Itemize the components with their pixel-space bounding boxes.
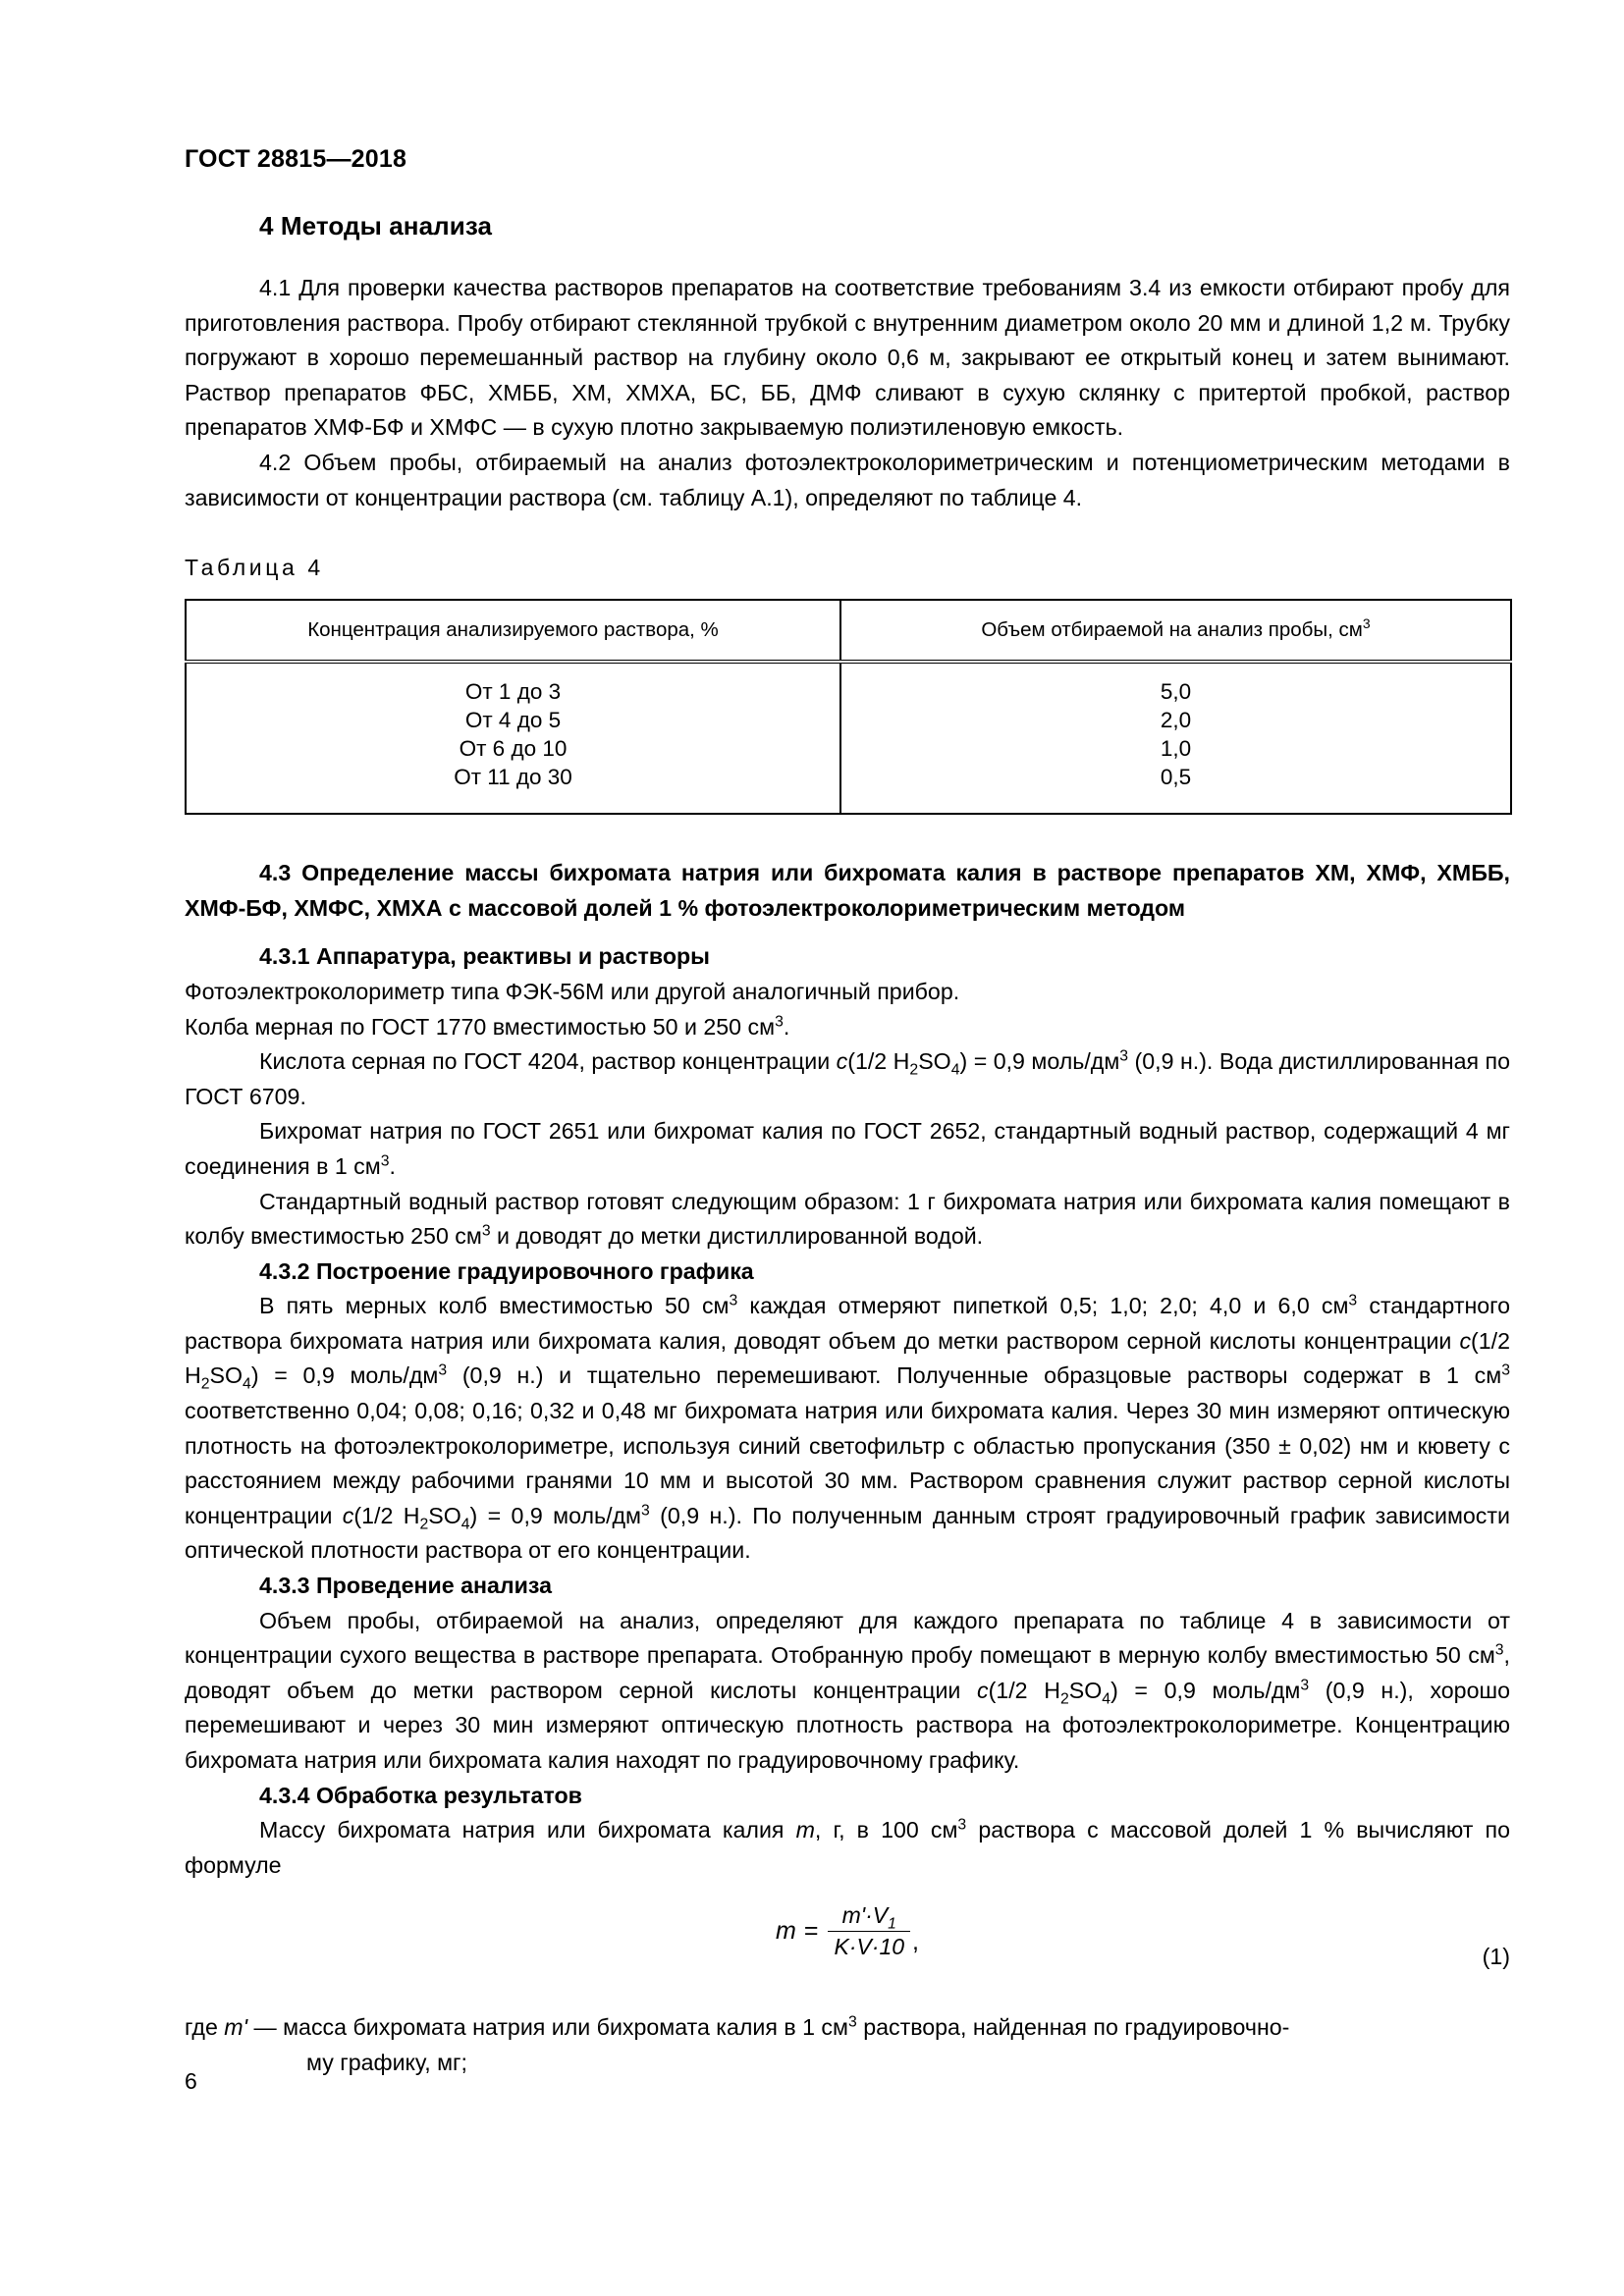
column-header-volume-label: Объем отбираемой на анализ пробы, см [981,618,1363,642]
heading-4-3-1: 4.3.1 Аппаратура, реактивы и растворы [259,943,710,970]
page-title: 4 Методы анализа [259,211,493,240]
flask-text-end: . [783,1013,790,1040]
paragraph-calibration-graph [185,1289,1510,1569]
graph-subscript-2: 4 [243,1376,251,1394]
acid-text-5: (0,9 н.). Вода дистиллированная по ГОСТ 6709. [185,1048,1510,1109]
column-header-concentration [186,600,840,662]
column-header-concentration-label: Концентрация анализируемого раствора, % [307,618,719,642]
concentration-value: От 1 до 3 [464,679,562,705]
volume-unit-superscript: 3 [1362,615,1371,632]
paragraph-standard-solution [185,1185,1510,1255]
graph-subscript-3: 2 [419,1516,429,1533]
standard-text-2: и доводят до метки дистиллированной водой. [490,1223,984,1250]
formula-1 [776,1902,919,1960]
graph-superscript-1: 3 [729,1292,738,1309]
concentration-value: От 11 до 30 [454,765,572,790]
table-caption: Таблица 4 [185,555,324,581]
graph-text-12: (0,9 н.). По полученным данным строят градуировочный график зависимости оптической плотности раствора от его концентрации. [185,1502,1510,1564]
graph-superscript-3: 3 [438,1362,448,1379]
results-text-3: раствора с массовой долей 1 % вычисляют по формуле [185,1817,1510,1878]
formula-lhs: m [776,1917,796,1946]
results-text-2: , г, в 100 см [814,1817,958,1843]
graph-text-1: В пять мерных колб вместимостью 50 см [259,1293,730,1319]
graph-concentration-symbol-1: c [1459,1327,1472,1354]
graph-text-10: SO [428,1502,461,1528]
table-4 [185,599,1512,815]
page-content [185,211,1510,2081]
flask-superscript: 3 [775,1012,784,1030]
formula-numerator-text: m'·V [841,1902,889,1929]
acid-subscript-1: 2 [909,1061,919,1079]
standard-superscript: 3 [481,1222,491,1240]
graph-text-6: ) = 0,9 моль/дм [250,1362,439,1389]
graph-text-7: (0,9 н.) и тщательно перемешивают. Полученные образцовые растворы содержат в 1 см [447,1362,1502,1389]
results-mass-symbol: m [795,1817,815,1843]
where-symbol: m' [224,2014,248,2041]
graph-text-11: ) = 0,9 моль/дм [469,1502,642,1528]
formula-denominator: K·V·10 [828,1931,910,1960]
graph-text-8: соответственно 0,04; 0,08; 0,16; 0,32 и 0,48 мг бихромата натрия или бихромата калия. Через 30 мин измеряют оптическую плотность на фотоэлектроколориметре, используя синий светофильтр с областью пропускания (350 ± 0,02) нм и кювету с расстоянием между рабочими гранями 10 мм и высотой 30 мм. Раствором сравнения служит раствор серной кислоты концентрации [185,1398,1510,1528]
analysis-text-2: , доводят объем до метки раствором серной кислоты концентрации [185,1642,1510,1703]
analysis-text-4: SO [1068,1677,1103,1703]
formula-comma: , [912,1928,919,1956]
flask-text: Колба мерная по ГОСТ 1770 вместимостью 50 и 250 см [185,1013,776,1040]
paragraph-4-1: 4.1 Для проверки качества растворов препаратов на соответствие требованиям 3.4 из емкости отбирают пробу для приготовления раствора. Пробу отбирают стеклянной трубкой с внутренним диаметром около 20 мм и длиной 1,2 м. Трубку погружают в хорошо перемешанный раствор на глубину около 0,6 м, закрывают ее открытый конец и затем вынимают. Раствор препаратов ФБС, ХМББ, ХМ, ХМХА, БС, ББ, ДМФ сливают в сухую склянку с притертой пробкой, раствор препаратов ХМФ-БФ и ХМФС — в сухую плотно закрываемую полиэтиленовую емкость. [185,275,1510,441]
acid-text-1: Кислота серная по ГОСТ 4204, раствор концентрации [259,1048,837,1075]
analysis-text-5: ) = 0,9 моль/дм [1110,1677,1301,1703]
graph-subscript-4: 4 [460,1516,470,1533]
analysis-concentration-symbol: c [977,1677,989,1703]
column-header-volume [840,600,1511,662]
paragraph-dichromate [185,1114,1510,1184]
where-continuation: му графику, мг; [306,2049,467,2075]
volume-value: 1,0 [1160,736,1192,762]
paragraph-4-2: 4.2 Объем пробы, отбираемый на анализ фотоэлектроколориметрическим и потенциометрическим методами в зависимости от концентрации раствора (см. таблицу А.1), определяют по таблице 4. [185,449,1510,510]
table-header-row [186,600,1511,662]
graph-superscript-4: 3 [1501,1362,1510,1379]
results-superscript: 3 [957,1816,967,1834]
paragraph-acid [185,1044,1510,1114]
graph-concentration-symbol-2: c [342,1502,354,1528]
paragraph-analysis [185,1604,1510,1779]
volume-value: 5,0 [1160,679,1192,705]
heading-4-3: 4.3 Определение массы бихромата натрия или бихромата калия в растворе препаратов ХМ, ХМФ, ХМББ, ХМФ-БФ, ХМФС, ХМХА с массовой долей 1 % фотоэлектроколориметрическим методом [185,860,1510,921]
graph-text-5: SO [209,1362,244,1389]
concentration-value: От 4 до 5 [464,708,562,733]
page-number: 6 [185,2068,197,2094]
analysis-superscript-2: 3 [1300,1677,1310,1694]
formula-numerator [837,1902,902,1931]
graph-subscript-1: 2 [200,1376,210,1394]
acid-subscript-2: 4 [950,1061,960,1079]
analysis-text-1: Объем пробы, отбираемой на анализ, определяют для каждого препарата по таблице 4 в зависимости от концентрации сухого вещества в растворе препарата. Отобранную пробу помещают в мерную колбу вместимостью 50 см [185,1607,1510,1669]
analysis-text-3: (1/2 H [988,1677,1060,1703]
where-text-2: раствора, найденная по градуировочно- [856,2014,1290,2041]
acid-superscript: 3 [1119,1047,1129,1065]
paragraph-flask [185,1010,1510,1045]
formula-numerator-subscript: 1 [888,1915,896,1933]
heading-4-3-4: 4.3.4 Обработка результатов [259,1782,582,1808]
dichromate-text-2: . [389,1152,396,1179]
graph-text-2: каждая отмеряют пипеткой 0,5; 1,0; 2,0; 4,0 и 6,0 см [737,1293,1349,1319]
acid-concentration-symbol: c [836,1048,848,1075]
graph-superscript-5: 3 [641,1502,650,1520]
acid-text-2: (1/2 H [847,1048,910,1075]
where-superscript: 3 [847,2013,857,2031]
analysis-subscript-2: 4 [1102,1690,1111,1708]
formula-fraction [828,1902,910,1960]
analysis-text-6: (0,9 н.), хорошо перемешивают и через 30 мин измеряют оптическую плотность раствора на фотоэлектроколориметре. Концентрацию бихромата натрия или бихромата калия находят по градуировочному графику. [185,1677,1510,1773]
volume-value: 2,0 [1160,708,1192,733]
analysis-superscript-1: 3 [1494,1641,1504,1659]
analysis-subscript-1: 2 [1059,1690,1069,1708]
where-clause [185,2010,1510,2080]
formula-block [185,1902,1510,1997]
volume-value: 0,5 [1160,765,1192,790]
cell-concentrations [186,662,840,814]
paragraph-apparatus: Фотоэлектроколориметр типа ФЭК-56М или другой аналогичный прибор. [185,978,960,1004]
acid-text-3: SO [918,1048,951,1075]
concentration-value: От 6 до 10 [459,736,568,762]
paragraph-results [185,1813,1510,1883]
graph-text-4: (1/2 H [185,1327,1510,1389]
dichromate-text-1: Бихромат натрия по ГОСТ 2651 или бихромат калия по ГОСТ 2652, стандартный водный раствор, содержащий 4 мг соединения в 1 см [185,1118,1510,1179]
cell-volumes [840,662,1511,814]
graph-superscript-2: 3 [1348,1292,1358,1309]
graph-text-3: стандартного раствора бихромата натрия или бихромата калия, доводят объем до метки раствором серной кислоты концентрации [185,1293,1510,1354]
dichromate-superscript: 3 [380,1152,390,1170]
document-header: ГОСТ 28815—2018 [185,145,407,173]
where-lead: где [185,2014,225,2041]
results-text-1: Массу бихромата натрия или бихромата калия [259,1817,796,1843]
acid-text-4: ) = 0,9 моль/дм [959,1048,1120,1075]
heading-4-3-3: 4.3.3 Проведение анализа [259,1573,552,1599]
graph-text-9: (1/2 H [353,1502,420,1528]
formula-number: (1) [1482,1944,1510,1970]
heading-4-3-2: 4.3.2 Построение градуировочного графика [259,1257,754,1284]
standard-text-1: Стандартный водный раствор готовят следующим образом: 1 г бихромата натрия или бихромата калия помещают в колбу вместимостью 250 см [185,1188,1510,1250]
formula-equals: = [803,1917,819,1946]
where-text-1: — масса бихромата натрия или бихромата калия в 1 см [247,2014,848,2041]
table-row [186,662,1511,814]
